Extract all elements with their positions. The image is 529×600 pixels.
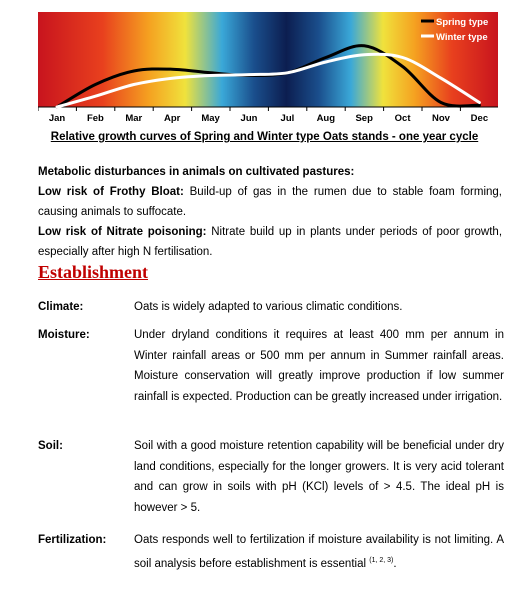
climate-text: Oats is widely adapted to various climatic conditions. [134, 301, 403, 313]
growth-chart [38, 12, 498, 130]
x-tick-label: May [201, 113, 220, 124]
legend-label-winter: Winter type [436, 32, 488, 43]
nitrate-paragraph [38, 222, 502, 262]
x-tick-label: Oct [394, 113, 411, 124]
fertilization-paragraph [134, 530, 504, 574]
x-tick-label: Feb [86, 113, 104, 124]
x-tick-label: Jun [240, 113, 258, 124]
growth-chart-svg [38, 12, 498, 130]
nitrate-text: Nitrate build up in plants under periods of poor growth, especially after high N fertilisation. [38, 226, 503, 258]
fertilization-text: Oats responds well to fertilization if moisture availability is not limiting. A soil analysis before establishment is essential [134, 534, 504, 570]
x-tick-label: Dec [470, 113, 489, 124]
bloat-paragraph [38, 182, 502, 222]
legend-label-spring: Spring type [436, 17, 489, 28]
x-axis-ticks [38, 107, 498, 111]
moisture-text: Under dryland conditions it requires at least 400 mm per annum in Winter rainfall areas or 500 mm per annum in Summer rainfall areas. Moisture conservation will greatly improve production if low summer rainfall is expected. Production can be greatly increased under irrigation. [134, 329, 504, 403]
moisture-label: Moisture: [38, 329, 90, 341]
soil-text: Soil with a good moisture retention capability will be beneficial under dry land conditions, especially for the longer growers. It is very acid tolerant and can grow in soils with pH (KCl) levels of > 4.5. The ideal pH is however > 5. [134, 440, 504, 514]
bloat-label: Low risk of Frothy Bloat: [38, 186, 184, 198]
x-tick-label: Apr [164, 113, 181, 124]
disturbances-heading: Metabolic disturbances in animals on cultivated pastures: [38, 166, 355, 178]
soil-label: Soil: [38, 440, 63, 452]
x-tick-label: Nov [432, 113, 450, 124]
x-tick-label: Jan [48, 113, 66, 124]
bloat-text: Build-up of gas in the rumen due to stable foam forming, causing animals to suffocate. [38, 186, 502, 218]
disturbances-section [38, 162, 502, 262]
chart-caption: Relative growth curves of Spring and Winter type Oats stands - one year cycle [50, 131, 479, 143]
fertilization-end: . [393, 557, 397, 570]
x-tick-label: Sep [355, 113, 373, 124]
x-axis-labels [49, 113, 488, 124]
fertilization-label: Fertilization: [38, 534, 107, 546]
climate-label: Climate: [38, 301, 84, 313]
x-tick-label: Mar [125, 113, 143, 124]
establishment-title: Establishment [38, 262, 149, 282]
nitrate-label: Low risk of Nitrate poisoning: [38, 226, 207, 238]
x-tick-label: Aug [316, 113, 336, 124]
fertilization-reference: (1, 2, 3) [369, 556, 394, 564]
x-tick-label: Jul [280, 113, 295, 124]
